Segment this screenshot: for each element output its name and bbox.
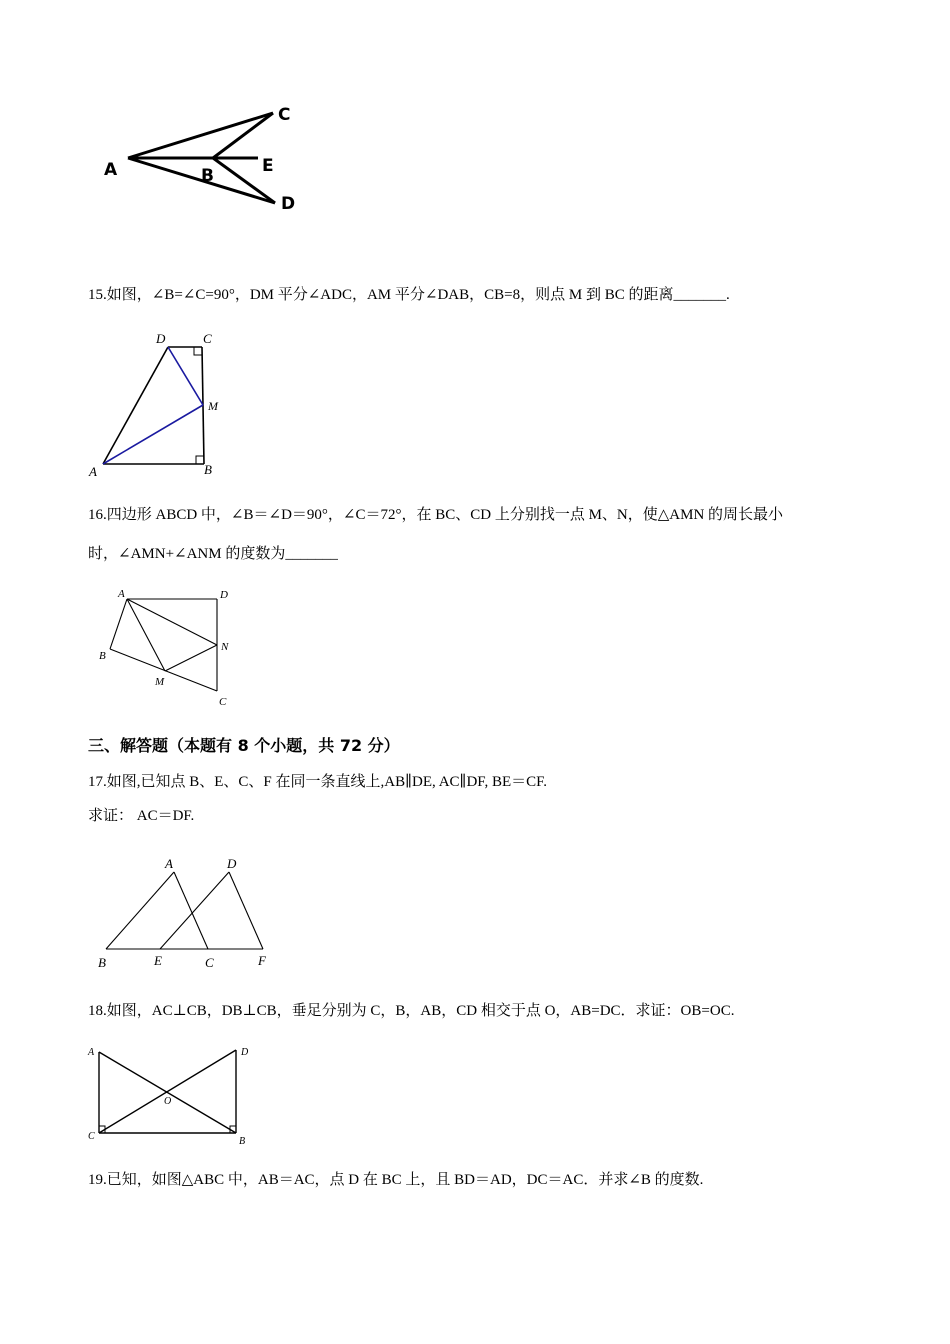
label-D: D — [241, 1047, 249, 1058]
label-C: C — [278, 105, 291, 125]
label-D: D — [227, 856, 237, 871]
label-F: F — [258, 953, 266, 968]
label-N: N — [221, 641, 229, 653]
label-C: C — [205, 955, 214, 970]
label-D: D — [156, 331, 166, 346]
figure-q15 — [86, 330, 236, 480]
figure-q18 — [84, 1040, 259, 1150]
label-A: A — [88, 1047, 95, 1058]
question-19: 19.已知，如图△ABC 中，AB＝AC，点 D 在 BC 上，且 BD＝AD，DC＝AC．并求∠B 的度数. — [88, 1172, 704, 1188]
question-16-line1: 16.四边形 ABCD 中，∠B＝∠D＝90°，∠C＝72°，在 BC、CD 上分别找一点 M、N，使△AMN 的周长最小 — [88, 507, 784, 523]
figure-q14-lines — [128, 113, 275, 203]
section-heading: 三、解答题（本题有 8 个小题，共 72 分） — [88, 736, 400, 755]
label-E: E — [262, 156, 274, 176]
figure-q14 — [95, 100, 315, 220]
figure-q17 — [92, 852, 277, 974]
label-C: C — [88, 1131, 95, 1142]
label-O: O — [164, 1096, 172, 1107]
question-15: 15.如图，∠B=∠C=90°，DM 平分∠ADC，AM 平分∠DAB，CB=8，则点 M 到 BC 的距离_______. — [88, 287, 730, 303]
label-B: B — [239, 1136, 246, 1147]
label-M: M — [155, 676, 165, 688]
label-M: M — [208, 399, 218, 413]
figure-q16 — [92, 585, 242, 710]
label-D: D — [220, 589, 228, 601]
label-A: A — [104, 160, 118, 180]
question-18: 18.如图，AC⊥CB，DB⊥CB，垂足分别为 C，B，AB，CD 相交于点 O，AB=DC．求证：OB=OC. — [88, 1003, 735, 1019]
label-A: A — [89, 464, 97, 479]
question-17-line2: 求证： AC＝DF. — [88, 808, 195, 824]
label-A: A — [118, 588, 125, 600]
label-B: B — [99, 650, 106, 662]
question-17-line1: 17.如图,已知点 B、E、C、F 在同一条直线上,AB∥DE, AC∥DF, BE＝CF. — [88, 774, 548, 790]
label-D: D — [281, 194, 296, 214]
label-A: A — [165, 856, 173, 871]
question-16-line2: 时，∠AMN+∠ANM 的度数为_______ — [88, 546, 338, 562]
label-B: B — [201, 166, 214, 186]
label-C: C — [219, 696, 227, 708]
label-C: C — [203, 331, 212, 346]
label-B: B — [204, 462, 212, 477]
label-B: B — [98, 955, 106, 970]
label-E: E — [154, 953, 162, 968]
